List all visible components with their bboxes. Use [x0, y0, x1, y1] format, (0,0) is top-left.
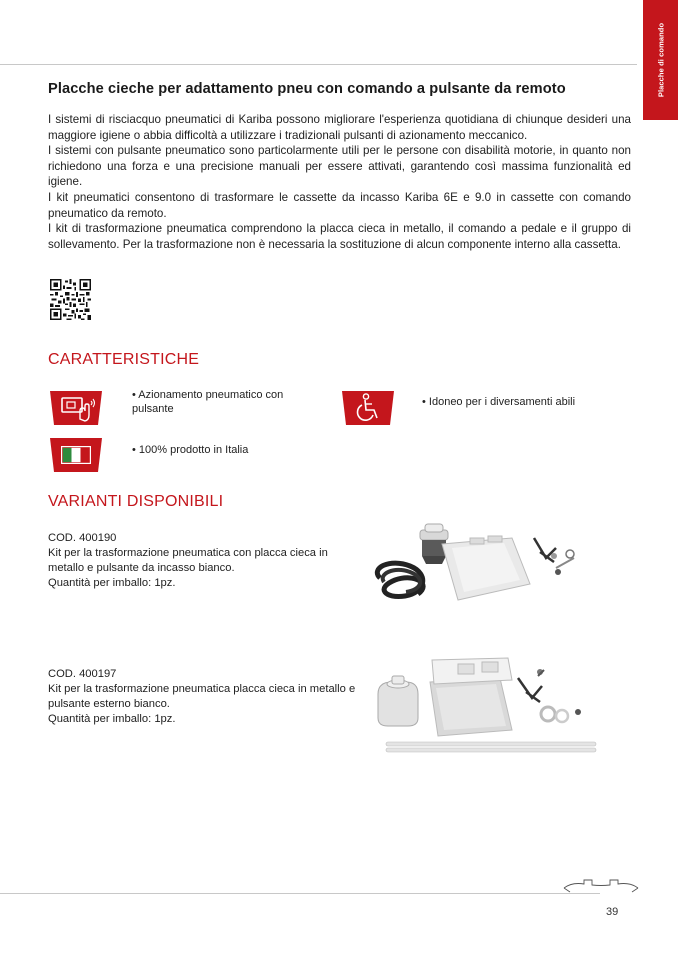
- paragraph: I sistemi con pulsante pneumatico sono particolarmente utili per le persone con disabilità motorie, in quanto non richiedono una forza e una precisione manuali per essere attivati, garantendo così massima funzionalità ed igiene.: [48, 144, 631, 189]
- page-number: 39: [606, 906, 619, 918]
- variant-description: Kit per la trasformazione pneumatica placca cieca in metallo e: [48, 683, 356, 695]
- variant-description: Kit per la trasformazione pneumatica con placca cieca in: [48, 547, 328, 559]
- variant-description: pulsante esterno bianco.: [48, 698, 170, 710]
- footer-divider: [0, 893, 600, 894]
- italian-flag-icon: [47, 436, 105, 474]
- variant-400190: [48, 531, 358, 591]
- paragraph: I kit di trasformazione pneumatica comprendono la placca cieca in metallo, il comando a pedale e il gruppo di sollevamento. Per la trasformazione non è necessaria la sostituzione di alcun componente interno alla cassetta.: [48, 222, 631, 251]
- page-title: Placche cieche per adattamento pneu con comando a pulsante da remoto: [48, 81, 566, 97]
- variant-code: COD. 400197: [48, 668, 117, 680]
- wheelchair-icon: [339, 389, 397, 427]
- intro-text: [48, 112, 631, 252]
- variant-400197: [48, 667, 358, 727]
- footer-ornament-icon: [562, 876, 640, 894]
- variant-quantity: Quantità per imballo: 1pz.: [48, 713, 176, 725]
- feature-disabled: • Idoneo per i diversamenti abili: [422, 396, 576, 408]
- product-image-400190: [370, 518, 590, 610]
- paragraph: I sistemi di risciacquo pneumatici di Kariba possono migliorare l'esperienza quotidiana di chiunque desideri una maggiore igiene o abbia difficoltà a utilizzare i tradizionali pulsanti di azionamento meccanico.: [48, 113, 631, 142]
- product-image-400197: [372, 652, 604, 760]
- variant-description: metallo e pulsante da incasso bianco.: [48, 562, 235, 574]
- variant-quantity: Quantità per imballo: 1pz.: [48, 577, 176, 589]
- variants-heading: VARIANTI DISPONIBILI: [48, 493, 224, 510]
- qr-code[interactable]: [50, 279, 91, 320]
- side-tab-label: Placche di comando: [656, 22, 665, 98]
- section-side-tab[interactable]: [643, 0, 678, 120]
- paragraph: I kit pneumatici consentono di trasformare le cassette da incasso Kariba 6E e 9.0 in cassette con comando pneumatico da remoto.: [48, 190, 631, 220]
- header-divider: [0, 64, 637, 65]
- variant-code: COD. 400190: [48, 532, 117, 544]
- feature-made-in-italy: • 100% prodotto in Italia: [132, 444, 249, 456]
- feature-pneumatic: • Azionamento pneumatico con pulsante: [132, 389, 284, 415]
- features-heading: CARATTERISTICHE: [48, 351, 200, 368]
- pneumatic-hand-icon: [47, 389, 105, 427]
